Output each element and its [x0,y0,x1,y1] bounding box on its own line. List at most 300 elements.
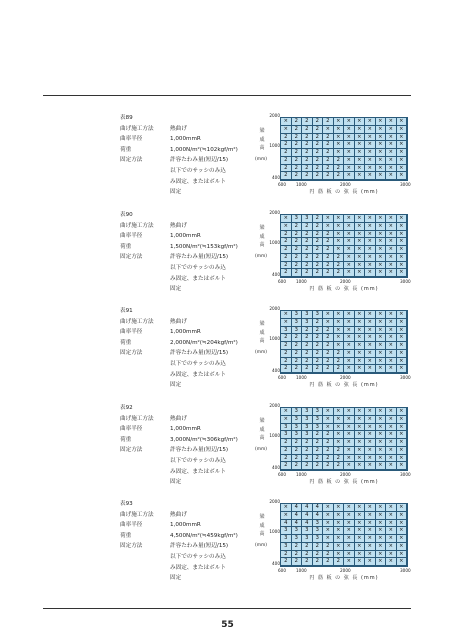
grid-cell: 2 [313,141,324,149]
meta-row [120,338,280,349]
grid-cell: × [365,350,376,358]
grid-cell: × [397,254,408,262]
grid-cell: × [344,431,355,439]
grid-cell: 2 [313,431,324,439]
grid-cell: × [365,543,376,551]
grid-cell: × [386,141,397,149]
grid-cell: × [355,334,366,342]
grid-cell: × [355,424,366,432]
grid-cell: 2 [334,157,345,165]
meta-key: 荷重 [120,436,132,443]
grid-cell: × [334,231,345,239]
grid-cell: × [355,311,366,319]
x-tick-label: 600 [278,472,286,477]
grid-cell: 4 [313,512,324,520]
grid-cell: × [334,134,345,142]
meta-key: 固定方法 [120,350,143,357]
x-tick-label: 3000 [400,472,411,477]
grid-cell: × [376,165,387,173]
grid-cell: 2 [334,365,345,373]
meta-key [120,563,170,574]
grid-cell: × [397,431,408,439]
grid-cell: × [344,254,355,262]
grid-cell: × [365,424,376,432]
grid-cell: × [355,149,366,157]
grid-cell: × [397,134,408,142]
meta-key [120,166,170,177]
grid-cell: 2 [302,327,313,335]
grid-cell: × [344,520,355,528]
grid-cell: × [397,416,408,424]
grid-cell: × [355,535,366,543]
grid-cell: 3 [302,311,313,319]
grid-cell: 3 [281,327,292,335]
grid-cell: × [365,551,376,559]
grid-cell: × [365,246,376,254]
grid-cell: × [397,424,408,432]
grid-cell: × [344,512,355,520]
grid-cell: 2 [302,149,313,157]
meta-row [120,274,280,285]
grid-cell: × [376,172,387,180]
meta-key: 荷重 [120,146,132,153]
x-axis-label: 円 筋 板 の 弦 長 (mm) [309,575,379,581]
grid-cell: × [344,149,355,157]
grid-cell: × [386,504,397,512]
grid-cell: 2 [281,254,292,262]
grid-cell: 2 [313,215,324,223]
y-tick-label: 400 [272,175,280,180]
y-tick-label: 400 [272,272,280,277]
grid-cell: 2 [281,149,292,157]
grid-cell: × [344,223,355,231]
y-tick-label: 1000 [269,529,280,534]
grid-cell: 2 [281,455,292,463]
grid-cell: × [376,134,387,142]
grid-cell: × [281,416,292,424]
grid-cell: 2 [292,543,303,551]
grid-cell: 2 [323,447,334,455]
grid-cell: × [376,462,387,470]
meta-value: 1,000N/m²(≒102kgf/m²) [170,146,238,153]
grid-cell: 2 [292,172,303,180]
grid-cell: × [344,231,355,239]
grid-cell: × [365,238,376,246]
grid-cell: 2 [313,358,324,366]
grid-cell: × [386,215,397,223]
grid-cell: 3 [292,527,303,535]
grid-cell: 2 [313,462,324,470]
grid-cell: × [365,439,376,447]
grid-cell: × [386,350,397,358]
grid-cell: 2 [313,447,324,455]
meta-key: 曲げ施工方法 [120,222,154,229]
grid-cell: × [376,504,387,512]
grid-cell: × [334,342,345,350]
meta-key: 固定方法 [120,543,143,550]
grid-cell: × [397,215,408,223]
table-block [0,210,455,306]
grid-cell: × [281,319,292,327]
grid-cell: 2 [292,447,303,455]
grid-cell: × [376,543,387,551]
grid-cell: 2 [292,558,303,566]
grid-cell: × [323,311,334,319]
grid-cell: × [365,416,376,424]
grid-cell: 2 [323,350,334,358]
table-meta [120,113,280,198]
grid-cell: × [355,327,366,335]
grid-cell: × [365,157,376,165]
grid-cell: 2 [292,246,303,254]
grid-cell: × [386,334,397,342]
grid-cell: 2 [302,238,313,246]
grid-cell: 4 [281,520,292,528]
table-title: 表93 [120,501,133,507]
meta-row [120,134,280,145]
meta-value: 2,000N/m²(≒204kgf/m²) [170,339,238,346]
grid-cell: × [386,558,397,566]
grid-cell: 2 [334,165,345,173]
grid-cell: × [334,512,345,520]
grid-cell: 2 [281,157,292,165]
x-tick-label: 3000 [400,375,411,380]
grid-cell: 3 [302,527,313,535]
y-axis-label: 成 [259,522,265,529]
grid-cell: × [281,118,292,126]
grid-cell: 2 [313,157,324,165]
meta-key: 曲率半径 [120,522,143,529]
grid-cell: × [323,126,334,134]
grid-cell: 2 [313,238,324,246]
grid-cell: × [344,269,355,277]
grid-cell: × [397,558,408,566]
grid-cell: 2 [292,262,303,270]
grid-cell: 2 [302,134,313,142]
grid-cell: × [397,246,408,254]
y-tick-label: 2000 [269,499,280,504]
meta-value: 1,500N/m²(≒153kgf/m²) [170,243,238,250]
grid-cell: 2 [281,246,292,254]
grid-cell: 2 [292,365,303,373]
meta-value: 許容たわみ量(短辺/15) [170,447,229,454]
grid-cell: 2 [292,165,303,173]
meta-row [120,166,280,177]
y-axis-label: 高 [259,338,265,344]
grid-cell: × [365,141,376,149]
grid-cell: × [334,520,345,528]
grid-cell: × [344,246,355,254]
table-meta [120,306,280,391]
grid-cell: × [376,365,387,373]
grid-cell: × [365,149,376,157]
grid-cell: 2 [292,269,303,277]
grid-cell: 2 [292,455,303,463]
x-tick-label: 2000 [340,568,351,573]
meta-key: 曲率半径 [120,426,143,433]
grid-cell: 2 [323,462,334,470]
grid-cell: 2 [323,558,334,566]
y-axis-label: 梁 [259,321,265,327]
y-tick-label: 2000 [269,403,280,408]
grid-cell: 2 [281,231,292,239]
grid-cell: × [376,238,387,246]
grid-cell: 4 [313,504,324,512]
grid-cell: 2 [292,149,303,157]
x-tick-label: 1000 [296,182,307,187]
grid-cell: 3 [281,535,292,543]
grid-cell: 2 [323,327,334,335]
x-tick-label: 3000 [400,568,411,573]
grid-cell: 3 [292,431,303,439]
grid-cell: 2 [313,558,324,566]
grid-cell: × [376,350,387,358]
meta-key: 曲げ施工方法 [120,511,154,518]
grid-cell: × [365,447,376,455]
grid-cell: 2 [302,358,313,366]
grid-cell: × [344,424,355,432]
grid-cell: 2 [292,157,303,165]
grid-cell: × [281,504,292,512]
grid-cell: × [355,215,366,223]
grid-cell: 2 [334,254,345,262]
x-tick-label: 3000 [400,279,411,284]
grid-cell: 2 [313,439,324,447]
grid-cell: 3 [292,327,303,335]
y-tick-label: 2000 [269,113,280,118]
y-axis-label: 高 [259,145,265,151]
grid-cell: × [355,558,366,566]
meta-key: 荷重 [120,339,132,346]
grid-cell: × [386,311,397,319]
grid-cell: × [365,311,376,319]
grid-cell: × [397,543,408,551]
grid-cell: × [376,439,387,447]
grid-cell: 2 [302,231,313,239]
grid-cell: × [386,512,397,520]
meta-row [120,284,280,295]
grid-cell: × [344,462,355,470]
grid-cell: 2 [323,157,334,165]
meta-row [120,242,280,253]
grid-cell: × [386,126,397,134]
grid-cell: × [386,172,397,180]
grid-cell: × [355,231,366,239]
grid-cell: × [397,327,408,335]
grid-cell: 2 [292,231,303,239]
grid-cell: × [365,504,376,512]
grid-cell: × [355,462,366,470]
grid-cell: 2 [334,558,345,566]
grid-cell: 2 [313,172,324,180]
meta-row [120,380,280,391]
grid-cell: × [323,408,334,416]
grid-cell: 2 [302,223,313,231]
meta-row [120,317,280,328]
grid-cell: × [397,311,408,319]
grid-cell: × [365,512,376,520]
grid-cell: × [386,551,397,559]
grid-cell: 2 [313,254,324,262]
grid-cell: × [386,527,397,535]
grid-cell: 2 [334,172,345,180]
meta-key: 曲率半径 [120,136,143,143]
grid-cell: 2 [281,439,292,447]
meta-key: 曲げ施工方法 [120,318,154,325]
grid-cell: × [344,311,355,319]
grid-cell: × [355,126,366,134]
grid-cell: 4 [302,520,313,528]
grid-cell: 2 [323,134,334,142]
grid-cell: × [376,342,387,350]
grid-cell: 2 [323,238,334,246]
grid-cell: × [334,543,345,551]
grid-cell: × [386,231,397,239]
grid-cell: × [397,512,408,520]
grid-cell: 3 [302,319,313,327]
grid-cell: × [386,520,397,528]
y-tick-label: 400 [272,465,280,470]
meta-row [120,467,280,478]
top-rule [43,95,411,96]
grid-cell: 2 [313,455,324,463]
grid-cell: × [355,319,366,327]
grid-cell: 2 [302,126,313,134]
grid-cell: × [386,462,397,470]
grid-cell: × [397,447,408,455]
grid-cell: × [334,535,345,543]
grid-cell: × [334,246,345,254]
grid-cell: × [355,254,366,262]
grid-cell: × [386,455,397,463]
grid-cell: × [344,319,355,327]
grid-cell: 2 [323,439,334,447]
x-axis-label: 円 筋 板 の 弦 長 (mm) [309,382,379,388]
grid-cell: × [334,527,345,535]
meta-value: 1,000mmR [170,426,201,433]
x-tick-label: 1000 [296,279,307,284]
meta-key [120,370,170,381]
grid-cell: × [344,141,355,149]
grid-cell: 2 [313,223,324,231]
x-tick-label: 600 [278,375,286,380]
grid-cell: × [334,327,345,335]
grid-cell: × [386,157,397,165]
grid-cell: × [397,535,408,543]
grid-cell: × [344,504,355,512]
grid-cell: 3 [313,535,324,543]
grid-cell: 4 [292,520,303,528]
grid-cell: 2 [323,455,334,463]
grid-cell: × [376,319,387,327]
grid-cell: 3 [313,416,324,424]
grid-cell: × [376,246,387,254]
x-tick-label: 2000 [340,182,351,187]
meta-value: 熱曲げ [170,511,187,518]
grid-cell: × [344,551,355,559]
grid-cell: × [376,223,387,231]
grid-cell: 2 [292,118,303,126]
grid-cell: 2 [292,439,303,447]
grid-cell: 2 [302,141,313,149]
grid-cell: × [365,342,376,350]
grid-cell: × [376,231,387,239]
grid-cell: × [365,558,376,566]
grid-cell: × [397,520,408,528]
grid-cell: 2 [302,558,313,566]
grid-cell: 2 [323,334,334,342]
table-title: 表92 [120,405,133,411]
x-tick-label: 3000 [400,182,411,187]
grid-cell: 2 [323,262,334,270]
grid-cell: × [334,223,345,231]
table-block [0,306,455,402]
grid-cell: × [334,118,345,126]
meta-key: 固定方法 [120,157,143,164]
grid-cell: × [386,365,397,373]
span-grid [280,407,408,471]
meta-value: 熱曲げ [170,125,187,132]
grid-cell: 3 [292,319,303,327]
grid-cell: × [344,172,355,180]
grid-cell: × [376,254,387,262]
meta-row [120,424,280,435]
table-title: 表89 [120,115,133,121]
grid-cell: × [334,416,345,424]
meta-row [120,531,280,542]
grid-cell: × [334,319,345,327]
y-axis-label: 高 [259,242,265,248]
grid-cell: × [355,141,366,149]
grid-cell: × [376,327,387,335]
grid-cell: × [281,311,292,319]
grid-cell: × [355,455,366,463]
grid-cell: 3 [302,431,313,439]
grid-cell: × [355,358,366,366]
x-tick-label: 600 [278,182,286,187]
grid-cell: × [344,455,355,463]
meta-row [120,435,280,446]
grid-cell: × [334,424,345,432]
grid-cell: 2 [302,269,313,277]
grid-cell: × [397,172,408,180]
grid-cell: 3 [292,424,303,432]
y-tick-label: 2000 [269,306,280,311]
grid-cell: × [397,527,408,535]
grid-cell: 2 [313,327,324,335]
grid-cell: × [323,424,334,432]
grid-cell: × [355,350,366,358]
meta-key [120,467,170,478]
grid-cell: 2 [323,246,334,254]
grid-cell: 3 [313,527,324,535]
grid-cell: 4 [302,512,313,520]
meta-row [120,414,280,425]
meta-key [120,359,170,370]
grid-cell: × [344,535,355,543]
meta-row [120,370,280,381]
table-block [0,403,455,499]
grid-cell: × [365,165,376,173]
grid-cell: × [365,172,376,180]
grid-cell: × [365,520,376,528]
meta-value: み固定、またはボルト [170,468,226,475]
grid-cell: × [344,238,355,246]
grid-cell: × [323,512,334,520]
y-tick-label: 1000 [269,433,280,438]
grid-cell: 2 [313,350,324,358]
grid-cell: × [344,134,355,142]
